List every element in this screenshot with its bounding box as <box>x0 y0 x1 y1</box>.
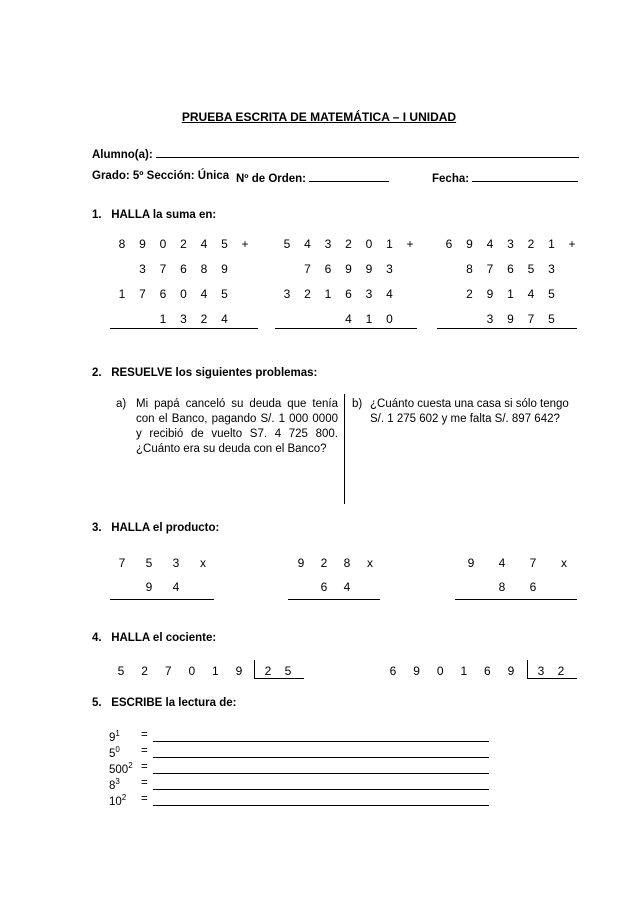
product-1-digit: 5 <box>145 556 153 570</box>
product-2-digit: 6 <box>320 580 328 594</box>
power-expression <box>109 761 133 776</box>
q2-title: RESUELVE los siguientes problemas: <box>111 367 318 379</box>
product-3-digit: 4 <box>498 556 506 570</box>
sum-2-digit: 2 <box>304 287 311 301</box>
sum-1-digit: 4 <box>200 287 208 301</box>
power-exponent: 0 <box>115 745 120 754</box>
sum-3-digit: 2 <box>466 287 473 301</box>
division-1-divisor-digit: 2 <box>264 664 272 678</box>
sum-3-digit: 5 <box>548 312 555 326</box>
equals-sign: = <box>141 729 148 741</box>
power-base: 9 <box>109 731 116 744</box>
problem-b-letter: b) <box>352 398 363 410</box>
product-2-digit: x <box>367 556 373 570</box>
power-expression <box>109 793 126 808</box>
answer-line <box>153 773 489 774</box>
q3-number: 3. <box>92 522 102 534</box>
page-title: PRUEBA ESCRITA DE MATEMÁTICA – I UNIDAD <box>181 110 457 124</box>
product-3-digit: 9 <box>467 556 475 570</box>
sum-3-digit: 3 <box>486 312 494 326</box>
sum-1-line <box>110 328 258 329</box>
alumno-label: Alumno(a): <box>92 149 153 161</box>
sum-3-digit: 7 <box>486 262 494 276</box>
sum-2-digit: 1 <box>365 312 373 326</box>
sum-1-digit: 6 <box>180 262 187 276</box>
q5-title: ESCRIBE la lectura de: <box>111 697 237 709</box>
sum-2-digit: 2 <box>345 237 352 251</box>
division-1-dividend-digit: 5 <box>117 664 125 678</box>
sum-1-digit: 6 <box>159 287 167 301</box>
sum-2-digit: 0 <box>386 312 393 326</box>
alumno-field[interactable] <box>92 146 579 161</box>
sum-3-line <box>437 328 577 329</box>
sum-1-digit: 9 <box>221 262 228 276</box>
division-2-dividend-digit: 0 <box>436 664 444 678</box>
sum-2-digit: 3 <box>365 287 373 301</box>
q2-number: 2. <box>92 367 102 379</box>
sum-3-digit: 2 <box>527 237 535 251</box>
alumno-line <box>156 146 579 158</box>
sum-1-digit: 0 <box>159 237 167 251</box>
sum-3-digit: 5 <box>527 262 535 276</box>
sum-2-digit: 3 <box>324 237 332 251</box>
power-row[interactable] <box>109 793 489 809</box>
division-1-dividend-digit: 1 <box>212 664 219 678</box>
sum-1-digit: 3 <box>180 312 187 326</box>
division-2-divisor-digit: 2 <box>557 664 565 678</box>
q3-title: HALLA el producto: <box>111 522 220 534</box>
sum-3-digit: 1 <box>507 287 514 301</box>
problem-divider <box>344 394 345 504</box>
grado-label: Grado: 5º Sección: Única <box>92 170 230 182</box>
sum-3-digit: 9 <box>486 287 494 301</box>
division-1-bracket-base <box>254 678 304 679</box>
q2-heading <box>92 367 317 379</box>
sum-2-digit: 4 <box>386 287 393 301</box>
q3-heading <box>92 522 219 534</box>
problem-b-text: ¿Cuánto cuesta una casa si sólo tengo S/. 1 275 602 y me falta S/. 897 642? <box>370 398 569 425</box>
division-2-bracket-base <box>527 678 577 679</box>
division-1-bracket <box>254 660 255 678</box>
sum-1-digit: 4 <box>200 237 208 251</box>
division-2-dividend-digit: 9 <box>413 664 420 678</box>
division-2-dividend-digit: 6 <box>389 664 397 678</box>
sum-1-digit: 2 <box>200 312 208 326</box>
division-1-divisor-digit: 5 <box>284 664 292 678</box>
power-expression <box>109 729 120 744</box>
sum-3-digit: + <box>568 237 576 251</box>
q5-heading <box>92 697 236 709</box>
power-exponent: 2 <box>121 793 127 802</box>
power-row[interactable] <box>109 761 489 777</box>
division-2-divisor-digit: 3 <box>537 664 545 678</box>
answer-line <box>153 805 489 806</box>
power-row[interactable] <box>109 777 489 793</box>
sum-3-digit: 9 <box>507 312 514 326</box>
power-row[interactable] <box>109 745 489 761</box>
product-3-digit: x <box>561 556 567 570</box>
product-1-digit: 4 <box>172 580 180 594</box>
power-exponent: 2 <box>128 761 133 770</box>
power-exponent: 3 <box>115 777 120 786</box>
sum-1-digit: 7 <box>159 262 167 276</box>
product-1-digit: x <box>200 556 206 570</box>
sum-2-digit: 6 <box>345 287 352 301</box>
product-2-digit: 2 <box>320 556 328 570</box>
power-base: 10 <box>109 795 122 808</box>
product-1-digit: 9 <box>145 580 153 594</box>
sum-1-digit: 1 <box>118 287 126 301</box>
sum-2-digit: 4 <box>345 312 352 326</box>
equals-sign: = <box>141 777 148 789</box>
sum-1-digit: + <box>241 237 249 251</box>
division-1-dividend-digit: 9 <box>235 664 243 678</box>
sum-1-digit: 5 <box>221 237 228 251</box>
sum-2-digit: 3 <box>283 287 291 301</box>
division-2-dividend-digit: 1 <box>460 664 468 678</box>
sum-1-digit: 0 <box>180 287 187 301</box>
sum-3-digit: 6 <box>445 237 453 251</box>
sum-1-digit: 8 <box>118 237 126 251</box>
division-1-dividend-digit: 2 <box>141 664 148 678</box>
sum-2-line <box>275 328 417 329</box>
product-2-digit: 4 <box>343 580 351 594</box>
product-2-line <box>288 599 380 600</box>
sum-1-digit: 2 <box>180 237 187 251</box>
sum-3-digit: 5 <box>548 287 555 301</box>
answer-line <box>153 757 489 758</box>
answer-line <box>153 741 489 742</box>
sum-2-digit: 9 <box>365 262 373 276</box>
product-2-digit: 8 <box>343 556 351 570</box>
sum-3-digit: 3 <box>548 262 555 276</box>
power-row[interactable] <box>109 729 489 745</box>
sum-2-digit: 3 <box>386 262 393 276</box>
sum-1-digit: 7 <box>139 287 146 301</box>
power-exponent: 1 <box>115 729 120 738</box>
answer-line <box>153 789 489 790</box>
q4-title: HALLA el cociente: <box>111 632 217 644</box>
q1-number: 1. <box>92 209 102 221</box>
sum-3-digit: 7 <box>527 312 535 326</box>
power-expression <box>109 777 120 792</box>
sum-3-digit: 8 <box>466 262 473 276</box>
q1-title: HALLA la suma en: <box>111 209 217 221</box>
power-base: 500 <box>109 763 129 776</box>
sum-2-digit: 6 <box>324 262 332 276</box>
sum-3-digit: 9 <box>466 237 473 251</box>
problem-a-letter: a) <box>116 398 127 410</box>
sum-2-digit: 7 <box>304 262 311 276</box>
product-1-digit: 3 <box>172 556 180 570</box>
orden-line <box>309 170 389 182</box>
orden-field[interactable] <box>236 170 389 185</box>
fecha-line <box>472 170 578 182</box>
q1-heading <box>92 209 216 221</box>
equals-sign: = <box>141 761 148 773</box>
sum-3-digit: 1 <box>548 237 555 251</box>
sum-1-digit: 3 <box>139 262 146 276</box>
equals-sign: = <box>141 745 148 757</box>
equals-sign: = <box>141 793 148 805</box>
fecha-field[interactable] <box>432 170 578 185</box>
q4-heading <box>92 632 216 644</box>
product-3-digit: 7 <box>529 556 537 570</box>
division-2-dividend-digit: 6 <box>484 664 491 678</box>
sum-2-digit: 0 <box>365 237 373 251</box>
sum-2-digit: 9 <box>345 262 352 276</box>
sum-1-digit: 8 <box>200 262 208 276</box>
sum-3-digit: 4 <box>527 287 535 301</box>
division-2-bracket <box>527 660 528 678</box>
sum-2-digit: 1 <box>386 237 393 251</box>
sum-3-digit: 3 <box>507 237 514 251</box>
product-3-line <box>455 599 577 600</box>
product-1-line <box>110 599 214 600</box>
product-3-digit: 8 <box>498 580 506 594</box>
orden-label: Nº de Orden: <box>236 173 307 185</box>
division-1-dividend-digit: 0 <box>188 664 196 678</box>
power-base: 5 <box>109 747 116 760</box>
problem-a-text: Mi papá canceló su deuda que tenía con el Banco, pagando S/. 1 000 0000 y recibió de vuelto S7. 4 725 800. ¿Cuánto era su deuda con el Banco? <box>136 398 338 455</box>
q4-number: 4. <box>92 632 102 644</box>
fecha-label: Fecha: <box>432 173 470 185</box>
sum-3-digit: 6 <box>507 262 514 276</box>
power-expression <box>109 745 120 760</box>
q5-number: 5. <box>92 697 102 709</box>
sum-2-digit: 1 <box>324 287 332 301</box>
sum-1-digit: 5 <box>221 287 228 301</box>
product-3-digit: 6 <box>529 580 537 594</box>
sum-2-digit: 4 <box>304 237 311 251</box>
division-1-dividend-digit: 7 <box>164 664 172 678</box>
sum-2-digit: + <box>406 237 414 251</box>
sum-1-digit: 9 <box>139 237 146 251</box>
division-2-dividend-digit: 9 <box>507 664 515 678</box>
product-2-digit: 9 <box>297 556 305 570</box>
sum-2-digit: 5 <box>283 237 291 251</box>
sum-1-digit: 4 <box>221 312 228 326</box>
sum-1-digit: 1 <box>159 312 167 326</box>
sum-3-digit: 4 <box>486 237 494 251</box>
product-1-digit: 7 <box>118 556 126 570</box>
power-base: 8 <box>109 779 116 792</box>
